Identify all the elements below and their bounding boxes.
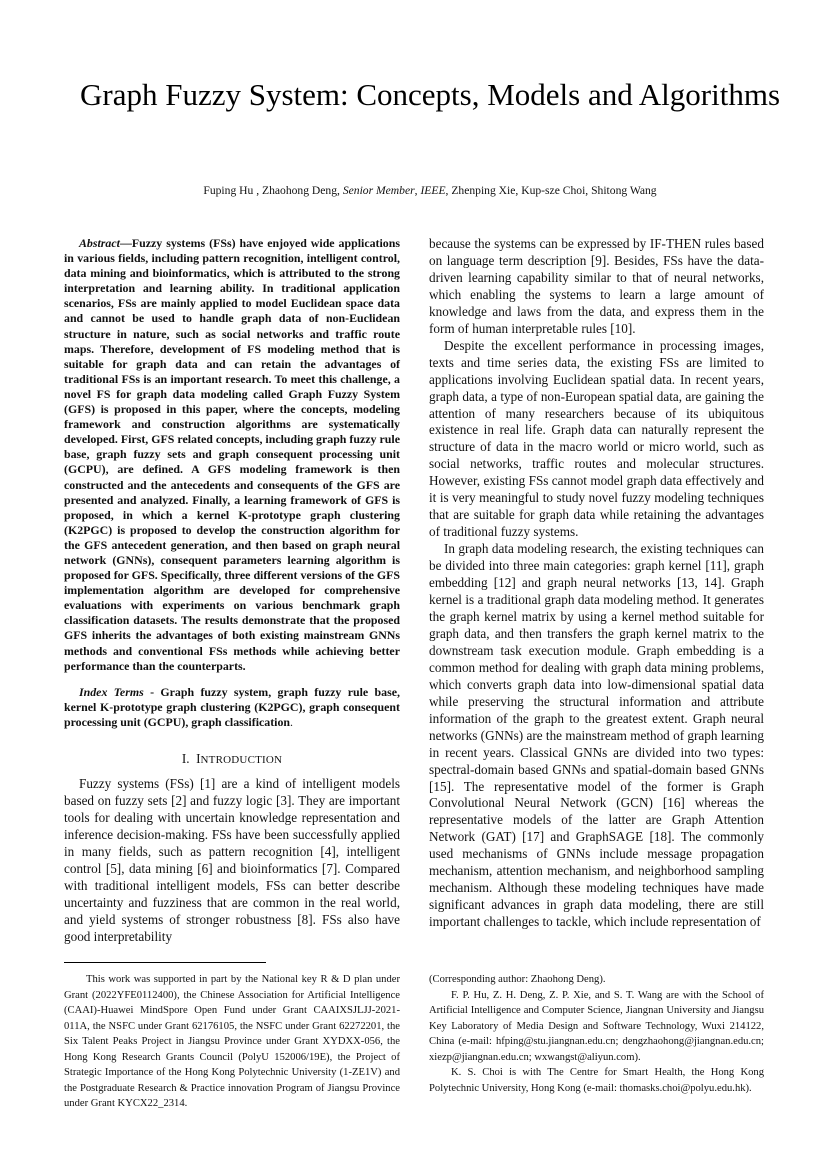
section-first-letter: I (196, 751, 201, 766)
authors-rest: , Zhenping Xie, Kup-sze Choi, Shitong Wang (445, 184, 657, 197)
abstract-label: Abstract (79, 236, 120, 250)
author-org: IEEE (420, 184, 446, 197)
right-column (429, 236, 764, 931)
footnote-divider (64, 962, 266, 963)
author-line (40, 184, 820, 197)
left-column (64, 236, 400, 945)
abstract (64, 236, 400, 674)
corresponding-author: (Corresponding author: Zhaohong Deng). (429, 974, 606, 985)
body-paragraph: Despite the excellent performance in processing images, texts and time series data, the existing FSs are limited to applications involving Euclidean spatial data. In recent years, graph data, a type of non-European spatial data, are gaining the attention of many researchers because of its ubiquitous existence in real life. Graph data can naturally represent the structure of data in the macro world or micro world, such as social networks, traffic routes and molecular structures. However, existing FSs cannot model graph data effectively and it is very meaningful to study novel fuzzy modeling techniques that are suitable for graph data while retaining the advantages of traditional fuzzy systems. (429, 337, 764, 540)
affiliation-footnote (429, 972, 764, 1096)
index-terms-label: Index Terms (79, 684, 144, 699)
index-terms-end: . (290, 714, 294, 729)
intro-paragraph: Fuzzy systems (FSs) [1] are a kind of intelligent models based on fuzzy sets [2] and fuzzy logic [3]. They are important tools for dealing with uncertain knowledge representation and inference decision-making. FSs have been successfully applied in many fields, such as pattern recognition [4], intelligent control [5], data mining [6] and bioinformatics [7]. Compared with traditional intelligent models, FSs can better describe uncertainty and fuzziness that are common in the real world, and yield systems of stronger robustness [8]. FSs also have good interpretability (64, 775, 400, 944)
index-terms (64, 685, 400, 730)
body-paragraph: because the systems can be expressed by IF-THEN rules based on language term description [9]. Besides, FSs have the data-driven learning capability similar to that of neural networks, which enabling the systems to learn a large amount of knowledge and laws from the data, and express them in the form of human interpretable rules [10]. (429, 236, 764, 336)
affiliation-text: K. S. Choi is with The Centre for Smart Health, the Hong Kong Polytechnic University, Hong Kong (e-mail: thomasks.choi@polyu.edu.hk). (429, 1067, 764, 1094)
index-terms-text: - Graph fuzzy system, graph fuzzy rule base, kernel K-prototype graph clustering (K2PGC), graph consequent processing unit (GCPU), graph classification (64, 684, 400, 729)
funding-footnote (64, 972, 400, 1112)
authors-text: Fuping Hu , Zhaohong Deng, (203, 184, 343, 197)
section-heading (64, 751, 400, 769)
author-role: Senior Member (342, 184, 415, 197)
footnote-text: This work was supported in part by the National key R & D plan under Grant (2022YFE0112400), the Chinese Association for Artificial Intelligence (CAAI)-Huawei MindSpore Open Fund under Grant CAAIXSJLJJ-2021-011A, the NSFC under Grant 62176105, the NSFC under Grant 62272201, the Six Talent Peaks Project in Jiangsu Province under Grant XYDXX-056, the Hong Kong Research Grants Council (PolyU 152006/19E), the Project of Strategic Importance of the Hong Kong Polytechnic University (1-ZE1V) and the Postgraduate Research & Practice innovation Program of Jiangsu Province under Grant KYCX22_2314. (64, 974, 400, 1110)
section-numeral: I. (181, 751, 190, 766)
affiliation-text: F. P. Hu, Z. H. Deng, Z. P. Xie, and S. T. Wang are with the School of Artificial Intelligence and Computer Science, Jiangnan University and Jiangsu Key Laboratory of Media Design and Software Technology, Wuxi 214122, China (e-mail: hfping@stu.jiangnan.edu.cn; dengzhaohong@jiangnan.edu.cn; xiezp@jiangnan.edu.cn; wxwangst@aliyun.com). (429, 989, 764, 1063)
paper-title: Graph Fuzzy System: Concepts, Models and Algorithms (79, 77, 781, 112)
body-paragraph: In graph data modeling research, the existing techniques can be divided into three main categories: graph kernel [11], graph embedding [12] and graph neural networks [13, 14]. Graph kernel is a traditional graph data modeling method. It generates the graph kernel matrix by using a kernel method suitable for graph data, and then transfers the graph kernel matrix to the downstream task execution module. Graph embedding is a common method for dealing with graph data mining problems, which converts graph data into low-dimensional spatial data while preserving the structural information and attribute information of the graph to the greatest extent. Graph neural networks (GNNs) are the mainstream method of graph learning in recent years. Classical GNNs are divided into two types: spectral-domain based GNNs and spatial-domain based GNNs [15]. The representative model of the former is Graph Convolutional Neural Network (GCN) [16] whereas the representative models of the latter are Graph Attention Network (GAT) [17] and GraphSAGE [18]. The commonly used mechanisms of GNNs include message propagation mechanism, attention mechanism, and neighborhood sampling mechanism. Although these modeling techniques have made significant advances in graph data modeling, there are still important challenges to tackle, which include representation of (429, 541, 764, 930)
authors-sep: , (414, 184, 421, 197)
section-title-rest: NTRODUCTION (200, 754, 283, 766)
abstract-text: —Fuzzy systems (FSs) have enjoyed wide applications in various fields, including pattern recognition, intelligent control, data mining and bioinformatics, which is attributed to the strong interpretation and learning ability. In traditional application scenarios, FSs are mainly applied to model Euclidean space data and cannot be used to handle graph data of non-Euclidean structure in nature, such as social networks and traffic route maps. Therefore, development of FS modeling method that is suitable for graph data and can retain the advantages of traditional FSs is an important research. To meet this challenge, a novel FS for graph data modeling called Graph Fuzzy System (GFS) is proposed in this paper, where the concepts, modeling framework and construction algorithms are systematically developed. First, GFS related concepts, including graph fuzzy rule base, graph fuzzy sets and graph consequent processing unit (GCPU), are defined. A GFS modeling framework is then constructed and the antecedents and consequents of the GFS are presented and analyzed. Finally, a learning framework of GFS is proposed, in which a kernel K-prototype graph clustering (K2PGC) is proposed to develop the construction algorithm for the GFS antecedent generation, and then based on graph neural network (GNNs), consequent parameters learning algorithm is proposed for GFS. Specifically, three different versions of the GFS implementation algorithm are developed for comprehensive evaluations with experiments on various benchmark graph classification datasets. The results demonstrate that the proposed GFS inherits the advantages of both existing mainstream GNNs methods and conventional FSs methods while achieving better performance than the counterparts. (64, 236, 400, 673)
